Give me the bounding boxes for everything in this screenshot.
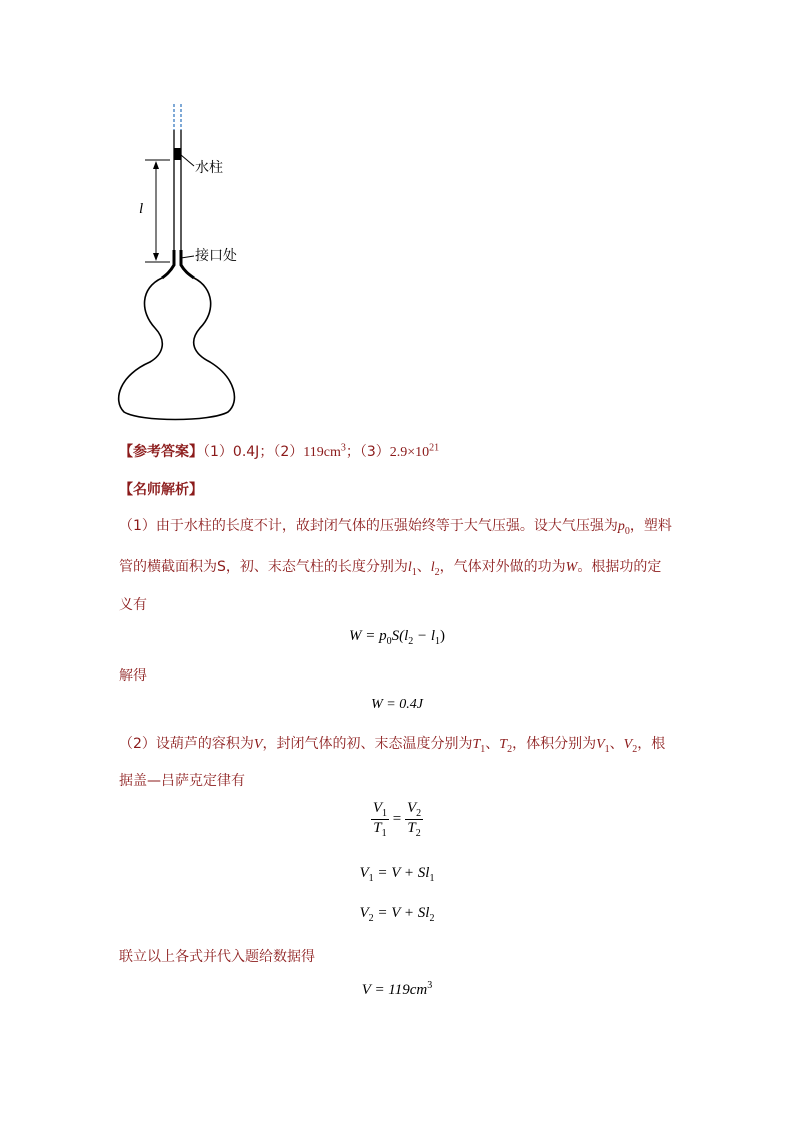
v1-symbol: V (596, 737, 605, 752)
part1-text-a: （1）由于水柱的长度不计，故封闭气体的压强始终等于大气压强。设大气压强为 (119, 518, 618, 534)
volume-result-text: V = 119cm (361, 982, 428, 998)
part2-line1 (119, 733, 739, 755)
l2-symbol: l (430, 560, 435, 575)
eqv1-b: = V + Sl (373, 865, 430, 881)
part2-text-a: （2）设葫芦的容积为 (119, 736, 254, 752)
t1-symbol: T (472, 737, 481, 752)
joint-left (162, 250, 174, 278)
water-leader (181, 155, 194, 166)
answer-sep2: ；（3） (345, 444, 390, 460)
part2-text-b: ，封闭气体的初、末态温度分别为 (262, 736, 473, 752)
v-symbol: V (253, 737, 263, 752)
part2-line2: 据盖—吕萨克定律有 (119, 773, 245, 789)
frac-num1-sub: 1 (382, 808, 388, 819)
v2-sub: 2 (632, 743, 638, 755)
frac-den1: T (373, 820, 382, 836)
dim-arrow-up (153, 161, 159, 169)
t-sep: 、 (485, 736, 500, 752)
answer-3-sup: 21 (429, 442, 440, 454)
gourd-bottle-figure (110, 100, 270, 425)
t2-symbol: T (499, 737, 508, 752)
equation-work (0, 628, 794, 647)
eqv2-b: = V + Sl (373, 905, 430, 921)
eq1-sub3: 1 (435, 636, 441, 647)
eqv2-a: V (359, 905, 369, 921)
eqv1-sub: 1 (368, 873, 374, 884)
gourd-body (119, 278, 235, 420)
water-column-label: 水柱 (195, 160, 223, 176)
eq1-b: S(l (391, 628, 409, 644)
t2-sub: 2 (507, 743, 513, 755)
joint-label: 接口处 (195, 248, 237, 264)
length-label: l (139, 201, 144, 217)
solve-label: 解得 (119, 668, 147, 684)
l-sep: 、 (416, 559, 431, 575)
eqv1-sub2: 1 (429, 873, 435, 884)
dim-arrow-down (153, 253, 159, 261)
fraction-left (371, 800, 389, 839)
combine-label: 联立以上各式并代入题给数据得 (119, 949, 315, 965)
volume-result-sup: 3 (427, 980, 433, 991)
equation-v2 (0, 905, 794, 924)
v1-sub: 1 (604, 743, 610, 755)
t1-sub: 1 (480, 743, 486, 755)
answer-line (119, 441, 719, 461)
joint-right (181, 250, 194, 278)
part1-line2 (119, 556, 739, 578)
w-symbol: W (565, 560, 578, 575)
frac-num1: V (372, 800, 383, 816)
p0-sub: 0 (624, 525, 630, 537)
equation-v1 (0, 865, 794, 884)
frac-num2-sub: 2 (416, 808, 422, 819)
eq1-sub2: 2 (408, 636, 414, 647)
equation-work-result: W = 0.4J (371, 697, 423, 712)
answer-part1-label: （1） (203, 444, 233, 460)
part2-text-d: ，根 (637, 736, 666, 752)
frac-den1-sub: 1 (381, 828, 387, 839)
volume-result (0, 980, 794, 999)
analysis-heading: 【名师解析】 (119, 482, 203, 498)
eqv2-sub: 2 (368, 913, 374, 924)
v2-symbol: V (623, 737, 633, 752)
gourd-diagram (110, 100, 270, 425)
l1-symbol: l (407, 560, 412, 575)
water-column (174, 148, 181, 160)
part1-line2-c: 。根据功的定 (577, 559, 662, 575)
part1-line2-a: 管的横截面积为S，初、末态气柱的长度分别为 (119, 559, 408, 575)
part1-text-b: ，塑料 (629, 518, 672, 534)
eq1-c: − l (413, 628, 436, 644)
frac-equals: = (392, 810, 402, 827)
part1-line2-b: ，气体对外做的功为 (439, 559, 566, 575)
frac-den2: T (407, 820, 416, 836)
answer-1: 0.4J (232, 444, 260, 460)
joint-leader (181, 256, 194, 258)
l1-sub: 1 (411, 566, 417, 578)
fraction-right (405, 800, 423, 839)
eqv2-sub2: 2 (429, 913, 435, 924)
frac-den2-sub: 2 (415, 828, 421, 839)
l2-sub: 2 (434, 566, 440, 578)
answer-2-sup: 3 (340, 442, 346, 454)
answer-sep1: ；（2） (259, 444, 304, 460)
part1-line1 (119, 515, 719, 537)
answer-2: 119cm (303, 445, 341, 460)
part2-text-c: ，体积分别为 (512, 736, 597, 752)
answer-heading: 【参考答案】 (119, 444, 203, 460)
eq1-a: W = p (348, 628, 387, 644)
answer-3: 2.9×10 (389, 445, 430, 460)
frac-num2: V (406, 800, 417, 816)
eq1-d: ) (440, 628, 446, 644)
part1-line3: 义有 (119, 597, 147, 613)
eqv1-a: V (359, 865, 369, 881)
gay-lussac-equation (0, 800, 794, 839)
p0-symbol: p (617, 519, 625, 534)
v-sep: 、 (609, 736, 624, 752)
eq1-sub1: 0 (386, 636, 392, 647)
